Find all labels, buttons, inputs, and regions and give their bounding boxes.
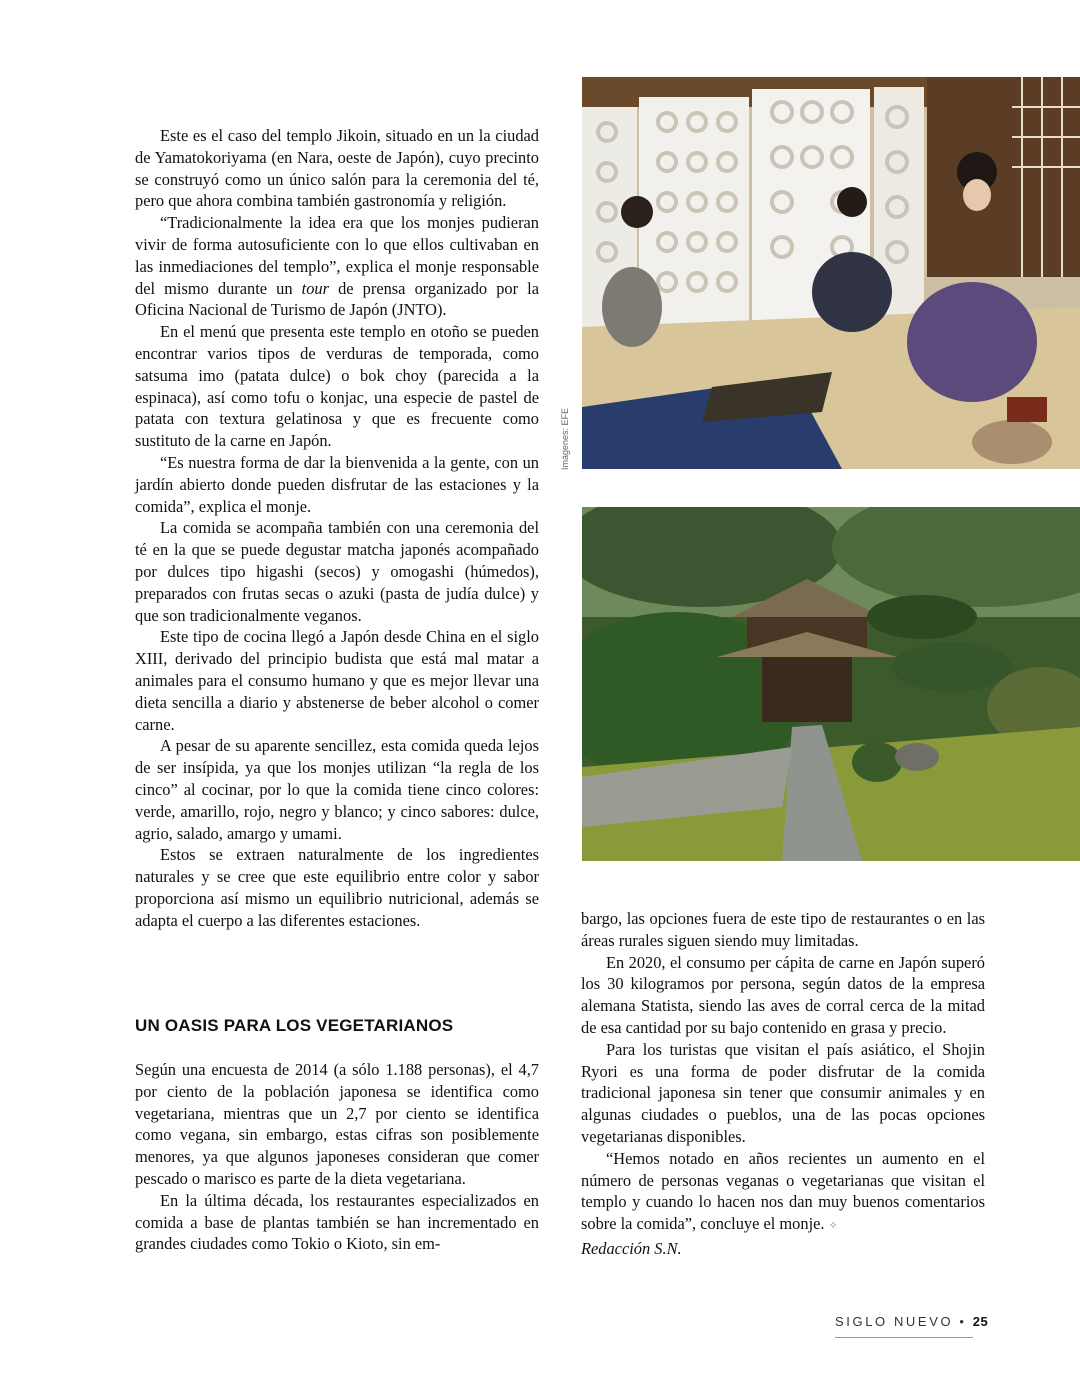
paragraph: Este tipo de cocina llegó a Japón desde China en el siglo XIII, derivado del principio budista que está mal matar a animales para el consumo humano y que es mejor llevar una dieta sencilla a diario y abstenerse de beber alcohol o comer carne. bbox=[135, 627, 539, 734]
paragraph: En el menú que presenta este templo en otoño se pueden encontrar varios tipos de verduras de temporada, como satsuma imo (patata dulce) o bok choy (parecida a la espinaca), así como tofu o konjac, una especie de pastel de patata con textura gelatinosa y que es frecuente como sustituto de la carne en Japón. bbox=[135, 322, 539, 451]
photo-credit: Imágenes: EFE bbox=[560, 407, 570, 470]
paragraph: “Tradicionalmente la idea era que los monjes pudieran vivir de forma autosuficiente con lo que ellos cultivaban en las inmediaciones del templo”, explica el monje responsable del mismo durante un tour de prensa organizado por la Oficina Nacional de Turismo de Japón (JNTO). bbox=[135, 213, 539, 320]
section-heading: UN OASIS PARA LOS VEGETARIANOS bbox=[135, 1016, 454, 1035]
paragraph: Estos se extraen naturalmente de los ingredientes naturales y se cree que este equilibrio entre color y sabor proporciona así mismo un equilibrio nutricional, además se adapta el cuerpo a las diferentes estaciones. bbox=[135, 845, 539, 930]
temple-garden-photo bbox=[582, 507, 1080, 861]
paragraph: En 2020, el consumo per cápita de carne en Japón superó los 30 kilogramos por persona, según datos de la empresa alemana Statista, siendo las aves de corral cerca de la mitad de esa cantidad por su bajo contenido en grasa y precio. bbox=[581, 952, 985, 1037]
page-number: 25 bbox=[972, 1314, 989, 1329]
end-mark-icon: ✧ bbox=[828, 1220, 838, 1233]
tea-ceremony-illustration bbox=[582, 77, 1080, 469]
paragraph: Para los turistas que visitan el país asiático, el Shojin Ryori es una forma de poder disfrutar de la comida tradicional japonesa sin tener que consumir animales y en algunas ciudades o pueblos, una de las pocas opciones vegetarianas disponibles. bbox=[581, 1039, 985, 1146]
article-column-right bbox=[581, 908, 985, 1260]
article-column-left bbox=[135, 125, 539, 931]
temple-garden-illustration bbox=[582, 507, 1080, 861]
paragraph: En la última década, los restaurantes especializados en comida a base de plantas también se han incrementado en grandes ciudades como Tokio o Kioto, sin em- bbox=[135, 1190, 539, 1254]
footer-separator: • bbox=[959, 1314, 967, 1329]
tea-ceremony-photo bbox=[582, 77, 1080, 469]
paragraph: Según una encuesta de 2014 (a sólo 1.188 personas), el 4,7 por ciento de la población japonesa se identifica como vegetariana, mientras que un 2,7 por ciento se identifica como vegana, sin embargo, estas cifras son posiblemente menores, ya que algunos japoneses consideran que comer pescado o marisco es parte de la dieta vegetariana. bbox=[135, 1060, 539, 1188]
paragraph: La comida se acompaña también con una ceremonia del té en la que se puede degustar matcha japonés acompañado por dulces tipo higashi (secos) y omogashi (húmedos), preparados con frutas secas o azuki (pasta de judía dulce) y que son tradicionalmente veganos. bbox=[135, 518, 539, 625]
paragraph: “Hemos notado en años recientes un aumento en el número de personas veganas o vegetarianas que visitan el templo y cuando lo hacen nos dan muy buenos comentarios sobre la comida”, concluye el monje. ✧ bbox=[581, 1148, 985, 1234]
byline: Redacción S.N. bbox=[581, 1238, 682, 1258]
paragraph: bargo, las opciones fuera de este tipo de restaurantes o en las áreas rurales siguen siendo muy limitadas. bbox=[581, 909, 985, 950]
article-column-left-lower bbox=[135, 1059, 539, 1255]
footer-rule bbox=[835, 1337, 973, 1338]
publication-name: SIGLO NUEVO bbox=[835, 1314, 954, 1329]
paragraph: Este es el caso del templo Jikoin, situado en un la ciudad de Yamatokoriyama (en Nara, oeste de Japón), cuyo precinto se construyó como un único salón para la ceremonia del té, pero que ahora combina también gastronomía y religión. bbox=[135, 126, 539, 211]
page-footer bbox=[835, 1314, 988, 1329]
paragraph: “Es nuestra forma de dar la bienvenida a la gente, con un jardín abierto donde pueden disfrutar de las estaciones y la comida”, explica el monje. bbox=[135, 452, 539, 516]
paragraph: A pesar de su aparente sencillez, esta comida queda lejos de ser insípida, ya que los monjes utilizan “la regla de los cinco” al cocinar, por lo que la comida tiene cinco colores: verde, amarillo, rojo, negro y blanco; y cinco sabores: dulce, agrio, salado, amargo y umami. bbox=[135, 736, 539, 843]
